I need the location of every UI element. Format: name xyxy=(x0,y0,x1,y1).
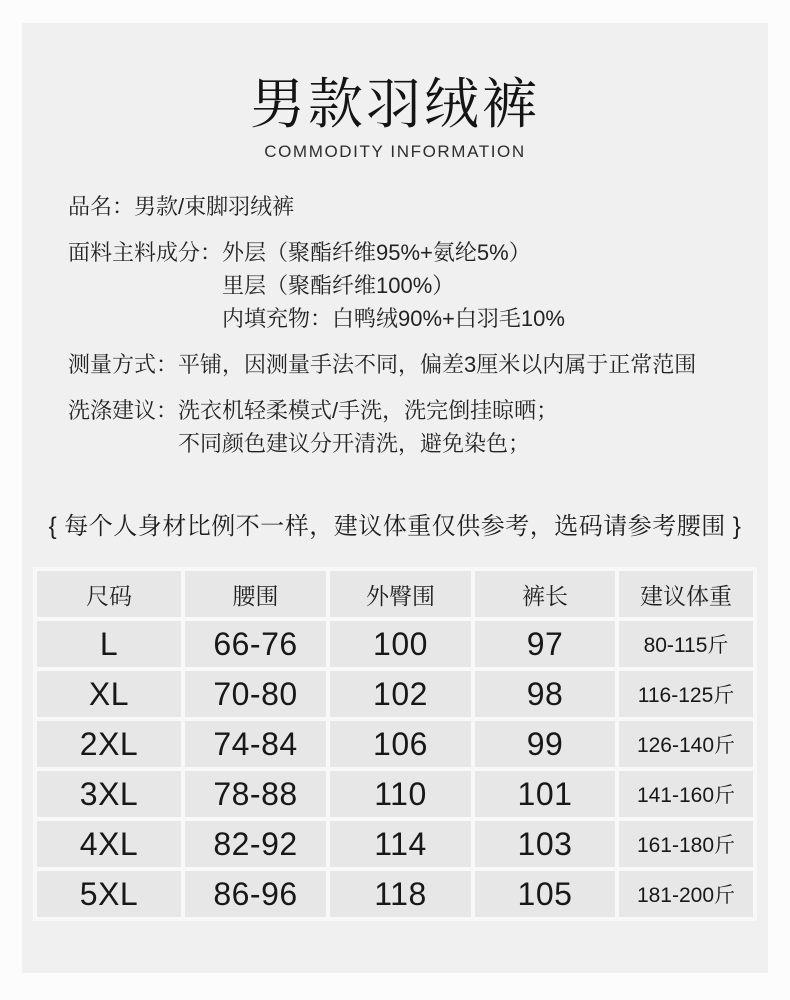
info-line: 外层（聚酯纤维95%+氨纶5%） xyxy=(222,240,531,266)
info-line: 平铺，因测量手法不同，偏差3厘米以内属于正常范围 xyxy=(178,352,697,378)
table-cell-hip: 106 xyxy=(330,721,471,767)
table-row xyxy=(37,621,753,667)
table-row xyxy=(37,871,753,917)
table-cell-weight: 161-180斤 xyxy=(619,821,753,867)
table-cell-size: 3XL xyxy=(37,771,181,817)
table-cell-size: L xyxy=(37,621,181,667)
table-row xyxy=(37,671,753,717)
table-header-weight: 建议体重 xyxy=(619,571,753,617)
table-cell-hip: 110 xyxy=(330,771,471,817)
table-cell-waist: 70-80 xyxy=(185,671,326,717)
table-header-hip: 外臀围 xyxy=(330,571,471,617)
table-header-row xyxy=(37,571,753,617)
info-label: 品名： xyxy=(68,194,135,220)
table-cell-waist: 82-92 xyxy=(185,821,326,867)
table-cell-weight: 181-200斤 xyxy=(619,871,753,917)
table-cell-waist: 66-76 xyxy=(185,621,326,667)
table-cell-weight: 116-125斤 xyxy=(619,671,753,717)
table-row xyxy=(37,721,753,767)
table-cell-hip: 118 xyxy=(330,871,471,917)
info-label: 面料主料成分： xyxy=(68,240,223,266)
table-header-size: 尺码 xyxy=(37,571,181,617)
table-cell-weight: 126-140斤 xyxy=(619,721,753,767)
table-cell-size: 2XL xyxy=(37,721,181,767)
product-info-section xyxy=(68,190,748,460)
info-line: 内填充物：白鸭绒90%+白羽毛10% xyxy=(222,306,565,332)
table-cell-length: 98 xyxy=(475,671,615,717)
table-cell-hip: 114 xyxy=(330,821,471,867)
info-row-washing xyxy=(68,394,748,460)
size-advice-note: { 每个人身材比例不一样，建议体重仅供参考，选码请参考腰围 } xyxy=(48,513,742,541)
info-label: 测量方式： xyxy=(68,352,179,378)
commodity-info-card xyxy=(22,23,768,973)
table-header-waist: 腰围 xyxy=(185,571,326,617)
table-row xyxy=(37,821,753,867)
table-cell-waist: 86-96 xyxy=(185,871,326,917)
table-header-length: 裤长 xyxy=(475,571,615,617)
table-cell-weight: 141-160斤 xyxy=(619,771,753,817)
info-line: 不同颜色建议分开清洗，避免染色； xyxy=(178,431,531,457)
table-cell-length: 101 xyxy=(475,771,615,817)
table-cell-weight: 80-115斤 xyxy=(619,621,753,667)
size-chart-table xyxy=(33,567,757,921)
table-cell-size: 5XL xyxy=(37,871,181,917)
table-cell-waist: 78-88 xyxy=(185,771,326,817)
table-cell-length: 99 xyxy=(475,721,615,767)
table-cell-size: 4XL xyxy=(37,821,181,867)
info-row-product-name xyxy=(68,190,748,223)
info-line: 里层（聚酯纤维100%） xyxy=(222,273,455,299)
table-cell-hip: 100 xyxy=(330,621,471,667)
table-cell-length: 97 xyxy=(475,621,615,667)
table-cell-waist: 74-84 xyxy=(185,721,326,767)
table-cell-length: 103 xyxy=(475,821,615,867)
table-cell-hip: 102 xyxy=(330,671,471,717)
info-label: 洗涤建议： xyxy=(68,398,179,424)
table-cell-length: 105 xyxy=(475,871,615,917)
page-subtitle: COMMODITY INFORMATION xyxy=(264,142,526,162)
table-cell-size: XL xyxy=(37,671,181,717)
info-row-fabric xyxy=(68,236,748,335)
table-row xyxy=(37,771,753,817)
info-line: 男款/束脚羽绒裤 xyxy=(134,194,295,220)
info-row-measurement xyxy=(68,348,748,381)
info-line: 洗衣机轻柔模式/手洗，洗完倒挂晾晒； xyxy=(178,398,559,424)
page-title: 男款羽绒裤 xyxy=(249,73,540,135)
